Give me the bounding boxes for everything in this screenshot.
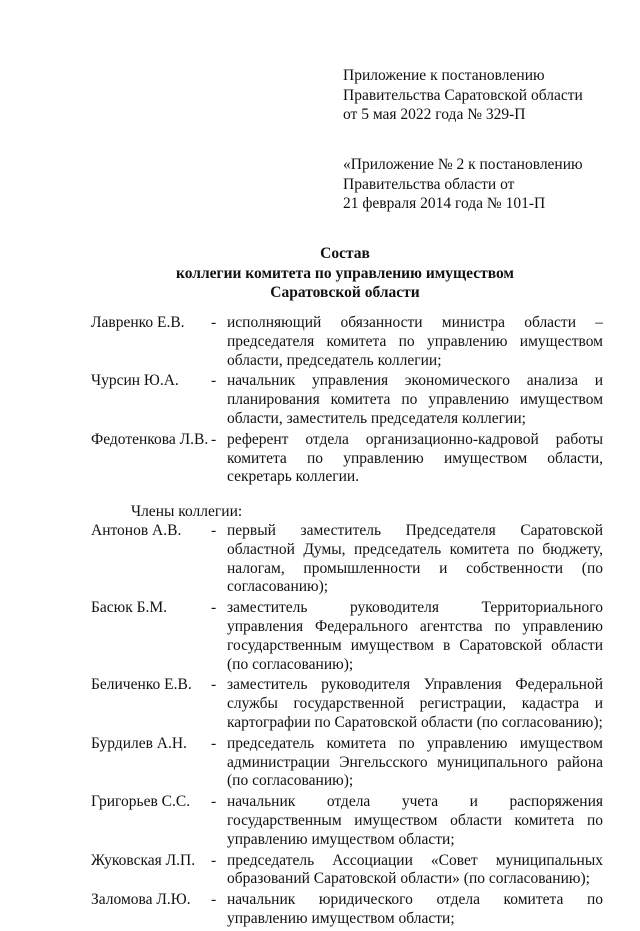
list-item bbox=[91, 599, 603, 674]
member-dash: - bbox=[211, 372, 217, 390]
appendix-reference bbox=[343, 66, 623, 125]
member-dash: - bbox=[211, 851, 217, 869]
appendix2-line-3: 21 февраля 2014 года № 101-П bbox=[343, 195, 546, 212]
list-item bbox=[91, 891, 603, 929]
appendix-line-1: Приложение к постановлению bbox=[343, 67, 545, 84]
member-dash: - bbox=[211, 430, 217, 448]
list-item bbox=[91, 372, 603, 428]
member-description: начальник юридического отдела комитета по управлению имуществом области; bbox=[227, 891, 603, 927]
member-description: председатель Ассоциации «Совет муниципальных образований Саратовской области» (по согласованию); bbox=[227, 851, 603, 888]
list-item bbox=[91, 793, 603, 849]
appendix-line-2: Правительства Саратовской области bbox=[343, 86, 583, 104]
member-dash: - bbox=[211, 599, 217, 617]
member-name: Федотенкова Л.В. bbox=[91, 430, 209, 448]
member-dash: - bbox=[211, 314, 217, 331]
list-item bbox=[91, 431, 603, 487]
member-name: Бурдилев А.Н. bbox=[91, 734, 187, 752]
member-dash: - bbox=[211, 521, 217, 539]
member-name: Григорьев С.С. bbox=[91, 793, 191, 811]
member-name: Антонов А.В. bbox=[91, 521, 182, 539]
appendix2-line-1: «Приложение № 2 к постановлению bbox=[343, 156, 583, 173]
appendix-line-3: от 5 мая 2022 года № 329-П bbox=[343, 106, 526, 123]
member-dash: - bbox=[211, 891, 217, 909]
list-item bbox=[91, 735, 603, 791]
member-name: Заломова Л.Ю. bbox=[91, 891, 191, 909]
member-dash: - bbox=[211, 676, 217, 694]
appendix-2-reference bbox=[343, 155, 623, 214]
appendix2-line-2: Правительства области от bbox=[343, 175, 515, 193]
member-description: заместитель руководителя Управления Федеральной службы государственной регистрации, кадастра и картографии по Саратовской области (по согласованию); bbox=[227, 676, 603, 731]
member-description: референт отдела организационно-кадровой работы комитета по управлению имуществом области, секретарь коллегии. bbox=[227, 430, 603, 486]
member-description: председатель комитета по управлению имуществом администрации Энгельсского муниципального района (по согласованию); bbox=[227, 734, 603, 790]
member-name: Беличенко Е.В. bbox=[91, 676, 192, 694]
member-dash: - bbox=[211, 793, 217, 811]
member-description: первый заместитель Председателя Саратовской областной Думы, председатель комитета по бюджету, налогам, промышленности и собственности (по согласованию); bbox=[227, 521, 603, 596]
members-section-label: Члены коллегии: bbox=[131, 503, 243, 521]
member-name: Чурсин Ю.А. bbox=[91, 372, 179, 390]
member-dash: - bbox=[211, 734, 217, 752]
document-title bbox=[100, 244, 590, 303]
list-item bbox=[91, 852, 603, 890]
member-name: Басюк Б.М. bbox=[91, 599, 168, 617]
title-line-2: коллегии комитета по управлению имуществом bbox=[175, 264, 514, 282]
member-description: заместитель руководителя Территориального управления Федерального агентства по управлению государственным имуществом в Саратовской области (по согласованию); bbox=[227, 599, 603, 673]
list-item bbox=[91, 314, 603, 370]
member-list bbox=[91, 314, 603, 931]
title-line-1: Состав bbox=[320, 245, 370, 262]
member-description: исполняющий обязанности министра области – председателя комитета по управлению имуществом области, председатель коллегии; bbox=[227, 314, 603, 369]
list-item bbox=[91, 522, 603, 597]
title-line-3: Саратовской области bbox=[270, 284, 420, 301]
member-description: начальник отдела учета и распоряжения государственным имуществом области комитета по управлению имуществом области; bbox=[227, 793, 603, 848]
list-item bbox=[91, 676, 603, 732]
member-name: Жуковская Л.П. bbox=[91, 851, 196, 869]
member-description: начальник управления экономического анализа и планирования комитета по управлению имуществом области, заместитель председателя коллегии; bbox=[227, 372, 603, 427]
member-name: Лавренко Е.В. bbox=[91, 314, 185, 331]
